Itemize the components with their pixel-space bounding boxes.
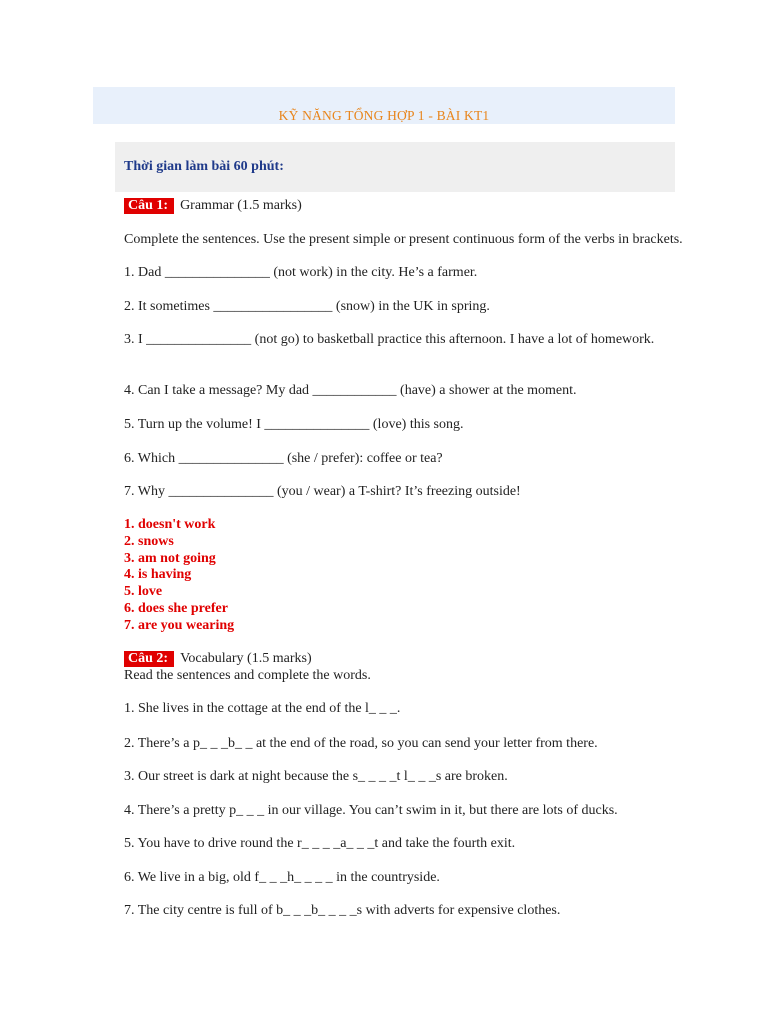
q1-instruction: Complete the sentences. Use the present simple or present continuous form of the verbs in brackets. [124, 232, 683, 247]
q1-item: 2. It sometimes _________________ (snow) in the UK in spring. [124, 299, 490, 314]
q1-item: 1. Dad _______________ (not work) in the city. He’s a farmer. [124, 265, 478, 280]
q1-item: 3. I _______________ (not go) to basketball practice this afternoon. I have a lot of homework. [124, 332, 655, 347]
q2-heading: Vocabulary (1.5 marks) [180, 651, 312, 666]
q1-item: 5. Turn up the volume! I _______________ (love) this song. [124, 417, 464, 432]
q1-header [124, 198, 302, 215]
q2-item: 3. Our street is dark at night because the s_ _ _ _t l_ _ _s are broken. [124, 769, 508, 784]
q1-item: 7. Why _______________ (you / wear) a T-shirt? It’s freezing outside! [124, 484, 521, 499]
q2-badge: Câu 2: [124, 651, 174, 667]
q1-answer: 6. does she prefer [124, 601, 228, 616]
q1-answer: 1. doesn't work [124, 517, 216, 532]
q2-item: 2. There’s a p_ _ _b_ _ at the end of the road, so you can send your letter from there. [124, 736, 598, 751]
q1-answer: 4. is having [124, 567, 192, 582]
q1-heading: Grammar (1.5 marks) [180, 198, 302, 213]
q1-item: 6. Which _______________ (she / prefer): coffee or tea? [124, 451, 443, 466]
q1-answer: 2. snows [124, 534, 174, 549]
q1-item: 4. Can I take a message? My dad ____________ (have) a shower at the moment. [124, 383, 577, 398]
q2-item: 1. She lives in the cottage at the end of the l_ _ _. [124, 701, 401, 716]
q2-item: 7. The city centre is full of b_ _ _b_ _ _ _s with adverts for expensive clothes. [124, 903, 561, 918]
document-title: KỸ NĂNG TỔNG HỢP 1 - BÀI KT1 [278, 108, 490, 123]
time-limit: Thời gian làm bài 60 phút: [124, 159, 284, 174]
q2-item: 5. You have to drive round the r_ _ _ _a_ _ _t and take the fourth exit. [124, 836, 516, 851]
q2-instruction: Read the sentences and complete the words. [124, 668, 371, 683]
q1-answer: 5. love [124, 584, 163, 599]
q1-answer: 3. am not going [124, 551, 216, 566]
q2-item: 4. There’s a pretty p_ _ _ in our village. You can’t swim in it, but there are lots of ducks. [124, 803, 618, 818]
q1-badge: Câu 1: [124, 198, 174, 214]
q1-answer: 7. are you wearing [124, 618, 235, 633]
q2-header [124, 651, 312, 668]
q2-item: 6. We live in a big, old f_ _ _h_ _ _ _ in the countryside. [124, 870, 440, 885]
